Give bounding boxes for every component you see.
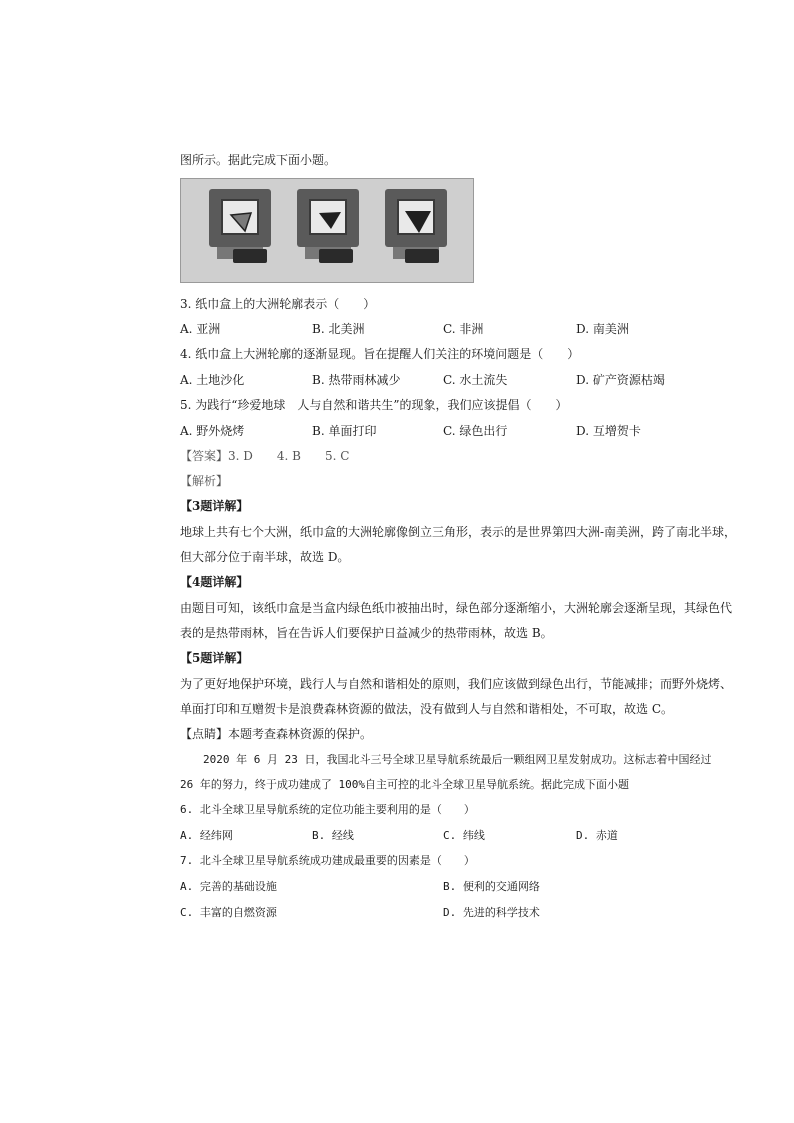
q5-detail-line-2: 单面打印和互赠贺卡是浪费森林资源的做法，没有做到人与自然和谐相处，不可取，故选 C。	[180, 702, 673, 716]
q5-detail-heading: 【5题详解】	[180, 651, 249, 665]
q7-option-b[interactable]: B. 便利的交通网络	[443, 880, 540, 893]
q5-option-b[interactable]: B. 单面打印	[312, 424, 377, 438]
q3-stem: 3. 纸巾盒上的大洲轮廓表示（ ）	[180, 297, 376, 311]
q4-detail-line-2: 表的是热带雨林，旨在告诉人们要保护日益减少的热带雨林，故选 B。	[180, 626, 553, 640]
continent-outlines	[181, 179, 474, 283]
beidou-paragraph-line-2: 26 年的努力，终于成功建成了 100%自主可控的北斗全球卫星导航系统。据此完成下面小题	[180, 778, 629, 791]
q3-detail-line-1: 地球上共有七个大洲，纸巾盒的大洲轮廓像倒立三角形，表示的是世界第四大洲-南美洲，跨了南北半球，	[180, 525, 737, 539]
q6-option-c[interactable]: C. 纬线	[443, 829, 485, 842]
tip-line: 【点睛】本题考查森林资源的保护。	[180, 727, 373, 741]
q3-option-a[interactable]: A. 亚洲	[180, 322, 221, 336]
q6-stem: 6. 北斗全球卫星导航系统的定位功能主要利用的是（ ）	[180, 803, 475, 816]
q7-option-a[interactable]: A. 完善的基础设施	[180, 880, 277, 893]
q7-option-c[interactable]: C. 丰富的自燃资源	[180, 906, 277, 919]
q3-detail-heading: 【3题详解】	[180, 499, 249, 513]
q6-option-a[interactable]: A. 经纬网	[180, 829, 233, 842]
q5-stem: 5. 为践行“珍爱地球 人与自然和谐共生”的现象，我们应该提倡（ ）	[180, 398, 568, 412]
q5-option-a[interactable]: A. 野外烧烤	[180, 424, 245, 438]
q7-option-d[interactable]: D. 先进的科学技术	[443, 906, 540, 919]
q4-option-d[interactable]: D. 矿产资源枯竭	[576, 373, 665, 387]
q7-stem: 7. 北斗全球卫星导航系统成功建成最重要的因素是（ ）	[180, 854, 475, 867]
q4-option-b[interactable]: B. 热带雨林减少	[312, 373, 401, 387]
q6-option-b[interactable]: B. 经线	[312, 829, 354, 842]
q6-option-d[interactable]: D. 赤道	[576, 829, 618, 842]
beidou-paragraph-line-1: 2020 年 6 月 23 日，我国北斗三号全球卫星导航系统最后一颗组网卫星发射成功。这标志着中国经过	[203, 753, 712, 766]
intro-text: 图所示。据此完成下面小题。	[180, 153, 337, 167]
q5-option-c[interactable]: C. 绿色出行	[443, 424, 508, 438]
answer-line: 【答案】3. D 4. B 5. C	[180, 449, 350, 463]
q4-detail-heading: 【4题详解】	[180, 575, 249, 589]
analysis-label: 【解析】	[180, 474, 229, 488]
q4-detail-line-1: 由题目可知，该纸巾盒是当盒内绿色纸巾被抽出时，绿色部分逐渐缩小，大洲轮廓会逐渐呈现，其绿色代	[180, 601, 733, 615]
q4-option-c[interactable]: C. 水土流失	[443, 373, 508, 387]
q3-option-d[interactable]: D. 南美洲	[576, 322, 629, 336]
q4-stem: 4. 纸巾盒上大洲轮廓的逐渐显现。旨在提醒人们关注的环境问题是（ ）	[180, 347, 580, 361]
q3-option-c[interactable]: C. 非洲	[443, 322, 484, 336]
q3-detail-line-2: 但大部分位于南半球，故选 D。	[180, 550, 350, 564]
q5-option-d[interactable]: D. 互增贺卡	[576, 424, 641, 438]
q4-option-a[interactable]: A. 土地沙化	[180, 373, 245, 387]
q3-option-b[interactable]: B. 北美洲	[312, 322, 365, 336]
q5-detail-line-1: 为了更好地保护环境，践行人与自然和谐相处的原则，我们应该做到绿色出行，节能减排；而野外烧烤、	[180, 677, 733, 691]
tissue-box-photo	[180, 178, 474, 283]
